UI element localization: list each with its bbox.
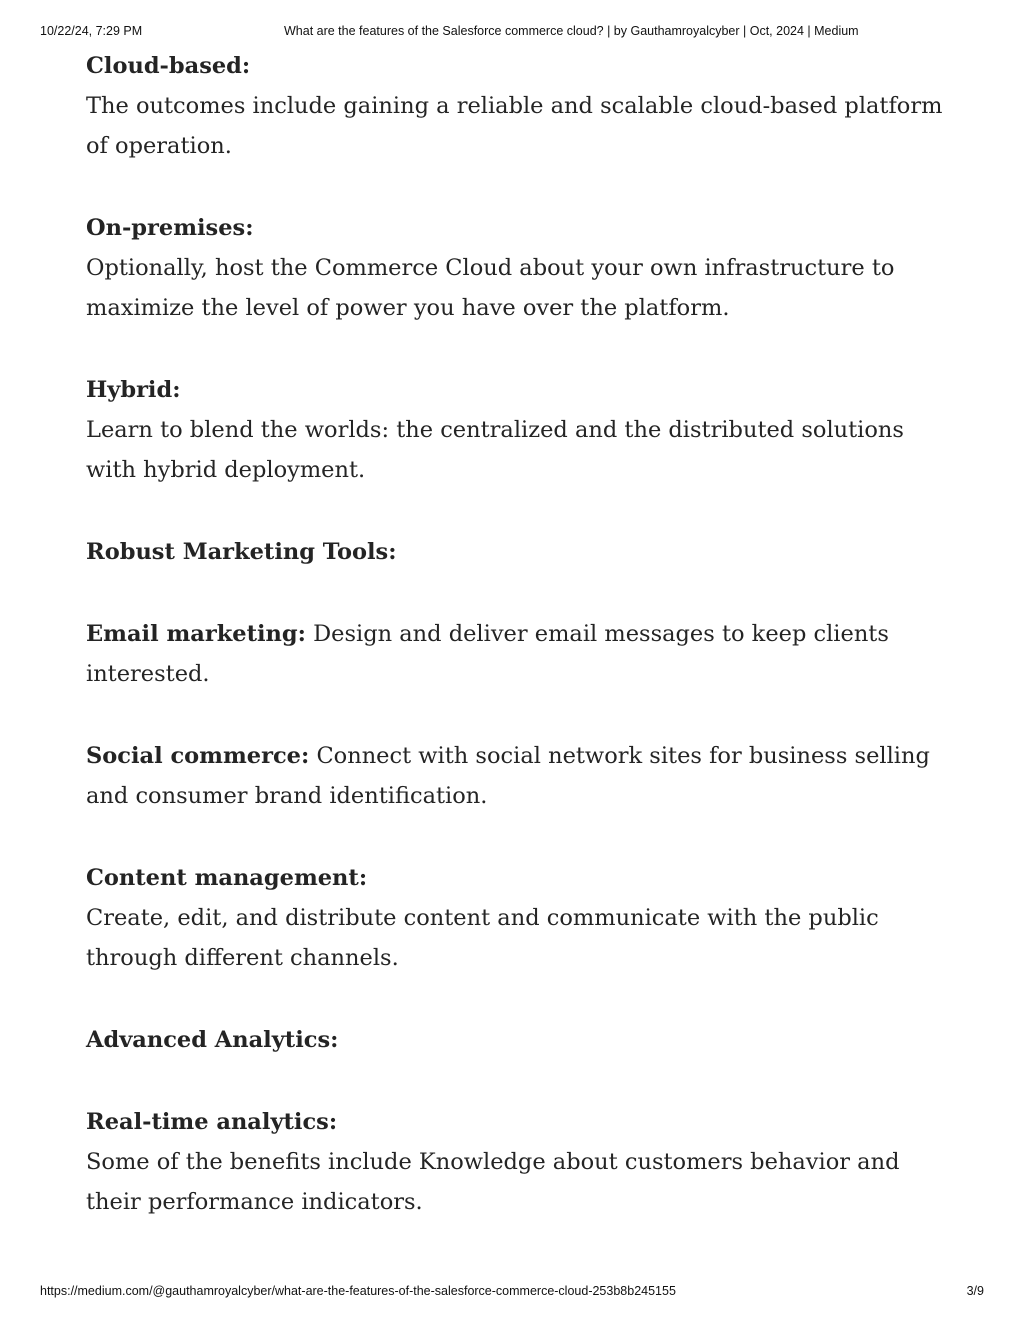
- section-heading: Real-time analytics:: [86, 1109, 338, 1135]
- section-hybrid: [86, 370, 946, 490]
- section-social-commerce: [86, 736, 946, 816]
- section-cloud-based: [86, 46, 946, 166]
- section-on-premises: [86, 208, 946, 328]
- section-heading: Hybrid:: [86, 377, 181, 403]
- section-heading: On-premises:: [86, 215, 254, 241]
- section-heading: Social commerce:: [86, 743, 310, 769]
- section-content-management: [86, 858, 946, 978]
- print-footer: [40, 1284, 984, 1304]
- section-heading: Content management:: [86, 865, 368, 891]
- section-heading: Email marketing:: [86, 621, 306, 647]
- section-text: Connect with social network sites for business selling and consumer brand identification.: [86, 743, 930, 809]
- section-advanced-analytics: [86, 1020, 946, 1060]
- article-body: [86, 46, 946, 1264]
- section-text: Design and deliver email messages to keep clients interested.: [86, 621, 889, 687]
- section-text: Optionally, host the Commerce Cloud about your own infrastructure to maximize the level of power you have over the platform.: [86, 255, 895, 321]
- section-heading: Cloud-based:: [86, 53, 251, 79]
- print-url: https://medium.com/@gauthamroyalcyber/what-are-the-features-of-the-salesforce-commerce-cloud-253b8b245155: [40, 1284, 676, 1298]
- section-text: Some of the benefits include Knowledge about customers behavior and their performance indicators.: [86, 1149, 900, 1215]
- page-number: 3/9: [966, 1284, 984, 1298]
- section-text: Learn to blend the worlds: the centralized and the distributed solutions with hybrid deployment.: [86, 417, 904, 483]
- section-heading: Robust Marketing Tools:: [86, 539, 397, 565]
- print-title: What are the features of the Salesforce commerce cloud? | by Gauthamroyalcyber | Oct, 2024 | Medium: [284, 24, 859, 38]
- section-text: The outcomes include gaining a reliable and scalable cloud-based platform of operation.: [86, 93, 943, 159]
- print-header: [40, 24, 984, 44]
- section-heading: Advanced Analytics:: [86, 1027, 339, 1053]
- print-date: 10/22/24, 7:29 PM: [40, 24, 143, 38]
- section-robust-marketing-tools: [86, 532, 946, 572]
- section-email-marketing: [86, 614, 946, 694]
- section-real-time-analytics: [86, 1102, 946, 1222]
- section-text: Create, edit, and distribute content and communicate with the public through different channels.: [86, 905, 879, 971]
